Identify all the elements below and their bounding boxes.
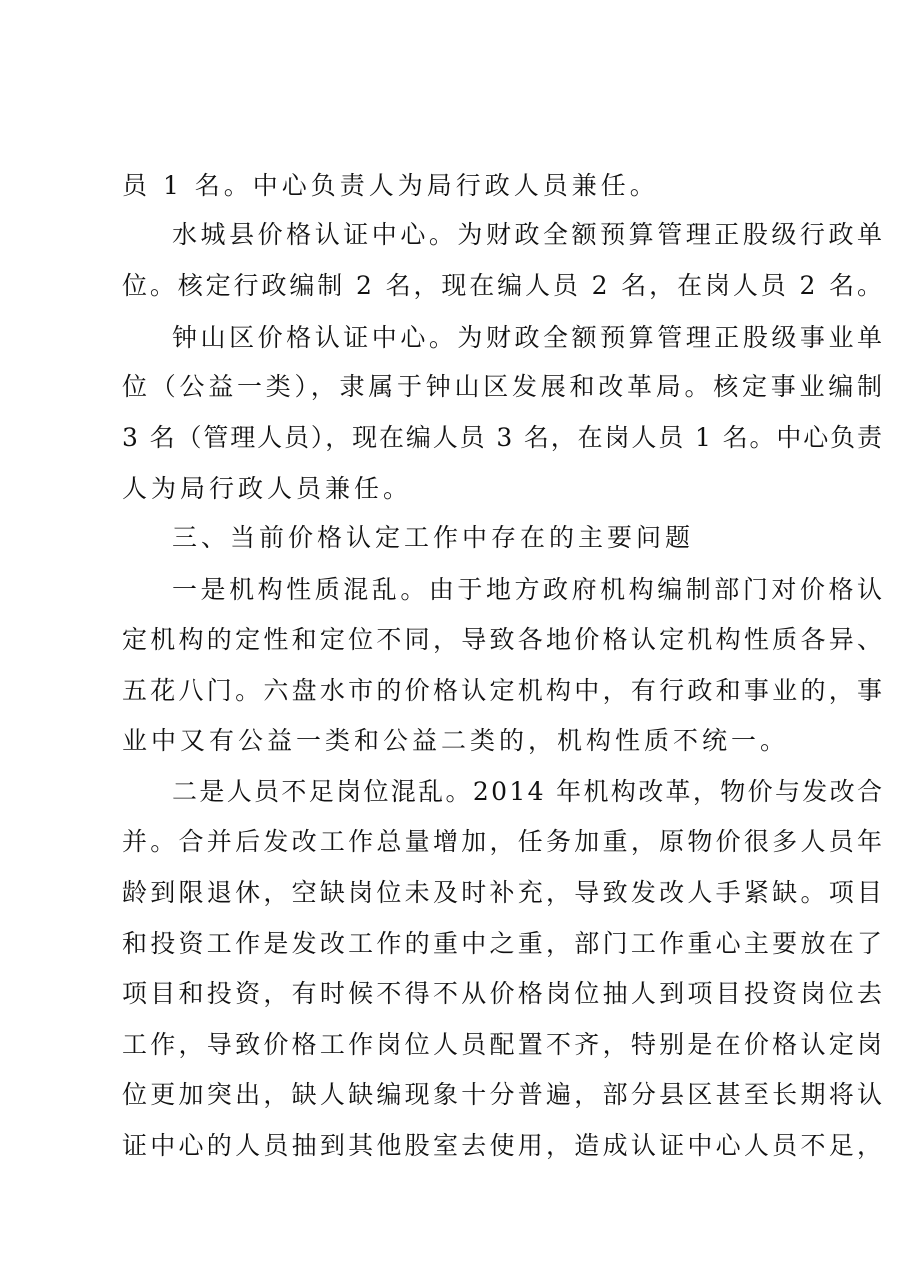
text-line: 业中又有公益一类和公益二类的，机构性质不统一。 [122,726,790,755]
text-line: 位。核定行政编制 2 名，现在编人员 2 名，在岗人员 2 名。 [122,271,885,300]
text-line: 一是机构性质混乱。由于地方政府机构编制部门对价格认 [172,575,886,604]
text-line: 定机构的定性和定位不同，导致各地价格认定机构性质各异、 [122,625,886,654]
text-line: 工作，导致价格工作岗位人员配置不齐，特别是在价格认定岗 [122,1030,886,1059]
text-line: 位（公益一类），隶属于钟山区发展和改革局。核定事业编制 [122,372,886,401]
text-line: 并。合并后发改工作总量增加，任务加重，原物价很多人员年 [122,827,886,856]
text-line: 水城县价格认证中心。为财政全额预算管理正股级行政单 [172,220,886,249]
text-line: 五花八门。六盘水市的价格认定机构中，有行政和事业的，事 [122,676,886,705]
text-line: 人为局行政人员兼任。 [122,474,413,503]
text-line: 3 名（管理人员），现在编人员 3 名，在岗人员 1 名。中心负责 [122,423,884,452]
section-heading: 三、当前价格认定工作中存在的主要问题 [172,523,695,552]
text-line: 员 1 名。中心负责人为局行政人员兼任。 [122,171,659,200]
text-line: 和投资工作是发改工作的重中之重，部门工作重心主要放在了 [122,929,886,958]
text-line: 二是人员不足岗位混乱。2014 年机构改革，物价与发改合 [172,777,885,806]
text-line: 龄到限退休，空缺岗位未及时补充，导致发改人手紧缺。项目 [122,878,886,907]
text-line: 项目和投资，有时候不得不从价格岗位抽人到项目投资岗位去 [122,979,886,1008]
text-line: 钟山区价格认证中心。为财政全额预算管理正股级事业单 [172,323,886,352]
text-line: 位更加突出，缺人缺编现象十分普遍，部分县区甚至长期将认 [122,1080,886,1109]
text-line: 证中心的人员抽到其他股室去使用，造成认证中心人员不足， [122,1131,886,1160]
